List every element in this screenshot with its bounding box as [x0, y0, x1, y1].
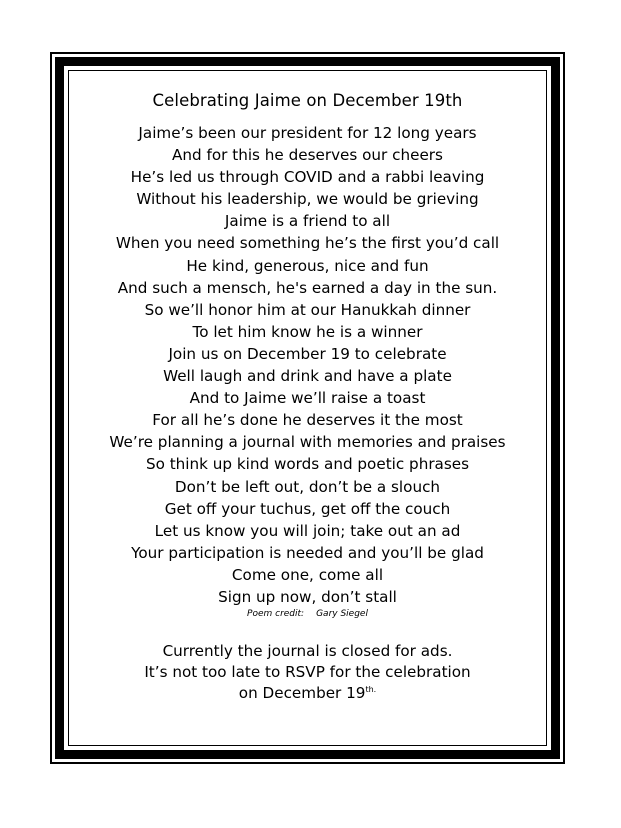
poem-credit-label: Poem credit:: [247, 609, 305, 620]
poem-line: Come one, come all: [231, 565, 384, 584]
notice-line-date: [70, 683, 545, 704]
poem-line: When you need something he’s the first you’d call: [115, 234, 500, 253]
poem-line: Get off your tuchus, get off the couch: [164, 499, 451, 518]
notice-date-text: on December 19: [238, 684, 366, 703]
poem: [70, 122, 545, 608]
poem-line: Without his leadership, we would be grieving: [136, 190, 479, 209]
poem-line: He’s led us through COVID and a rabbi leaving: [130, 168, 485, 187]
poem-line: Your participation is needed and you’ll be glad: [131, 543, 484, 562]
poem-line: We’re planning a journal with memories and praises: [109, 433, 506, 452]
poem-line: For all he’s done he deserves it the most: [152, 411, 463, 430]
poem-line: To let him know he is a winner: [192, 322, 423, 341]
poem-line: And to Jaime we’ll raise a toast: [189, 389, 426, 408]
flyer-content: [70, 70, 545, 704]
poem-line: Sign up now, don’t stall: [218, 587, 397, 606]
poem-line: Jaime is a friend to all: [224, 212, 391, 231]
poem-line: Let us know you will join; take out an ad: [154, 521, 461, 540]
poem-line: Well laugh and drink and have a plate: [163, 367, 452, 386]
poem-line: He kind, generous, nice and fun: [186, 256, 429, 275]
poem-line: So think up kind words and poetic phrases: [145, 455, 470, 474]
notice-date-suffix: th.: [365, 685, 377, 695]
poem-line: Don’t be left out, don’t be a slouch: [174, 477, 441, 496]
poem-credit: [70, 608, 545, 621]
poem-line: And such a mensch, he's earned a day in the sun.: [117, 278, 498, 297]
journal-notice: [70, 641, 545, 704]
poem-line: Jaime’s been our president for 12 long years: [138, 124, 477, 142]
poem-credit-author: Gary Siegel: [316, 609, 368, 620]
notice-line: It’s not too late to RSVP for the celebration: [144, 663, 471, 682]
flyer-title: Celebrating Jaime on December 19th: [152, 91, 463, 110]
notice-line: Currently the journal is closed for ads.: [162, 642, 453, 661]
poem-line: And for this he deserves our cheers: [172, 146, 443, 165]
poem-line: So we’ll honor him at our Hanukkah dinner: [144, 300, 471, 319]
poem-line: Join us on December 19 to celebrate: [168, 344, 447, 363]
